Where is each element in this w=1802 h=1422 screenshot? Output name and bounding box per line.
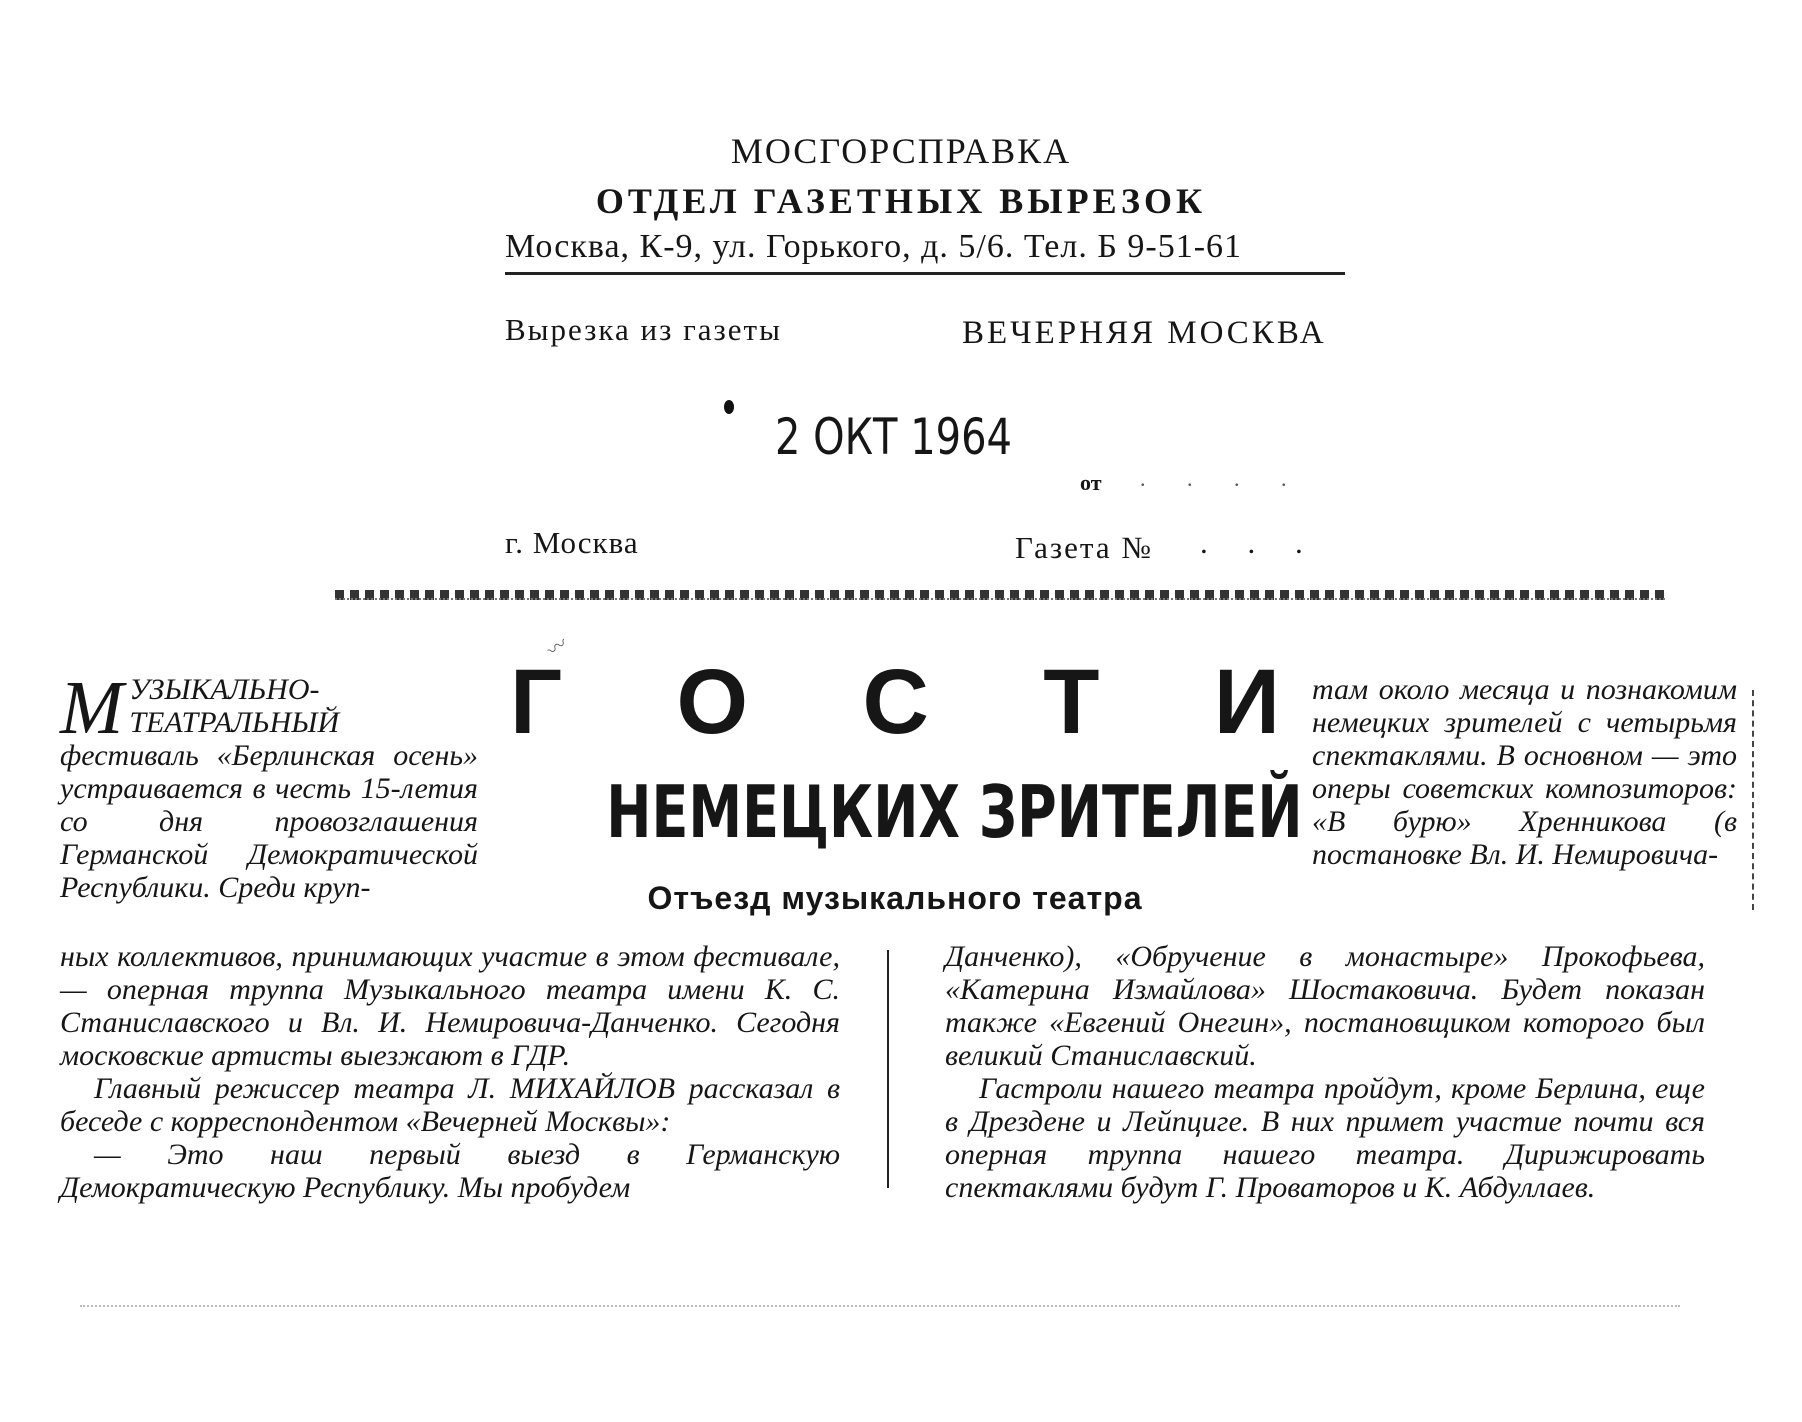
scan-noise-line	[80, 1305, 1680, 1307]
paragraph: Данченко), «Обручение в монастыре» Прокофьева, «Катерина Измайлова» Шостаковича. Будет показан также «Евгений Онегин», постановщиком которого был великий Станиславский.	[945, 940, 1705, 1072]
stamp-mark	[724, 400, 734, 414]
newspaper-name: ВЕЧЕРНЯЯ МОСКВА	[962, 315, 1327, 351]
address-line: Москва, К-9, ул. Горького, д. 5/6. Тел. Б 9-51-61	[505, 228, 1243, 265]
ink-smudge: 〰	[543, 633, 573, 663]
headline-letter: О	[676, 651, 749, 753]
paragraph: — Это наш первый выезд в Германскую Демократическую Республику. Мы пробудем	[60, 1138, 840, 1204]
gazette-number-dots: . . .	[1200, 525, 1319, 560]
clipping-edge	[1752, 690, 1754, 910]
paragraph: Главный режиссер театра Л. МИХАЙЛОВ рассказал в беседе с корреспондентом «Вечерней Москвы»:	[60, 1072, 840, 1138]
from-label: от	[1080, 470, 1102, 495]
article-column-right-top	[1312, 673, 1737, 871]
department-name: ОТДЕЛ ГАЗЕТНЫХ ВЫРЕЗОК	[595, 181, 1207, 221]
headline-letter: Т	[1043, 651, 1100, 753]
from-dots: . . . .	[1140, 466, 1305, 491]
subheadline: Отъезд музыкального театра	[647, 880, 1143, 916]
cut-line	[335, 590, 1665, 600]
city-label: г. Москва	[505, 525, 639, 560]
article-column-right-bottom	[945, 940, 1705, 1204]
headline-letter: Г	[510, 651, 563, 753]
date-stamp: 2 ОКТ 1964	[775, 408, 1012, 466]
organization-name: МОСГОРСПРАВКА	[730, 131, 1072, 171]
paragraph: УЗЫКАЛЬНО-ТЕАТРАЛЬНЫЙ фестиваль «Берлинская осень» устраивается в честь 15-летия со дня провозглашения Германской Демократической Республики. Среди круп-	[60, 673, 478, 904]
headline	[510, 650, 1280, 755]
paragraph: Гастроли нашего театра пройдут, кроме Берлина, еще в Дрездене и Лейпциге. В них примет участие почти вся оперная труппа нашего театра. Дирижировать спектаклями будут Г. Проваторов и К. Абдуллаев.	[945, 1072, 1705, 1204]
headline-second-line: НЕМЕЦКИХ ЗРИТЕЛЕЙ	[606, 770, 1303, 854]
gazette-number-label: Газета №	[1015, 530, 1153, 565]
headline-letter: С	[862, 651, 929, 753]
clipping-label: Вырезка из газеты	[505, 312, 782, 347]
paragraph: ных коллективов, принимающих участие в этом фестивале, — оперная труппа Музыкального театра имени К. С. Станиславского и Вл. И. Немировича-Данченко. Сегодня московские артисты выезжают в ГДР.	[60, 940, 840, 1072]
drop-cap: М	[60, 666, 124, 750]
paragraph: там около месяца и познакомим немецких зрителей с четырьмя спектаклями. В основном — это оперы советских композиторов: «В бурю» Хренникова (в постановке Вл. И. Немировича-	[1312, 673, 1737, 871]
article-column-left-top	[60, 666, 478, 904]
article-column-left-bottom	[60, 940, 840, 1204]
header-rule	[505, 272, 1345, 275]
headline-letter: И	[1213, 651, 1280, 753]
column-divider	[887, 950, 889, 1188]
